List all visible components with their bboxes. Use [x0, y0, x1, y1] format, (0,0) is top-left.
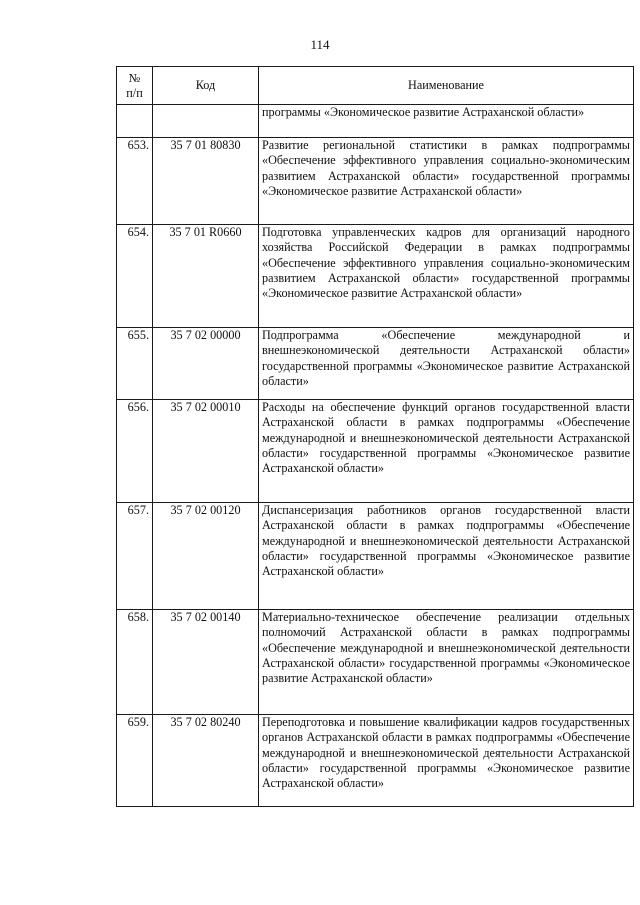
row-name: Подпрограмма «Обеспечение международной и внешнеэкономической деятельности Астраханской области» государственной программы «Экономическое развитие Астраханской области» — [259, 328, 634, 400]
row-name: Материально-техническое обеспечение реализации отдельных полномочий Астраханской области в рамках подпрограммы «Обеспечение международной и внешнеэкономической деятельности Астраханской области» государственной программы «Экономическое развитие Астраханской области» — [259, 610, 634, 715]
row-code: 35 7 01 R0660 — [153, 225, 259, 328]
row-number: 653. — [117, 138, 153, 225]
table-row — [117, 328, 634, 400]
table-row — [117, 503, 634, 610]
table-row — [117, 400, 634, 503]
row-number: 656. — [117, 400, 153, 503]
row-name: Переподготовка и повышение квалификации кадров государственных органов Астраханской области в рамках подпрограммы «Обеспечение международной и внешнеэкономической деятельности Астраханской области» государственной программы «Экономическое развитие Астраханской области» — [259, 715, 634, 807]
row-name: Подготовка управленческих кадров для организаций народного хозяйства Российской Федерации в рамках подпрограммы «Обеспечение эффективного управления социально-экономическим развитием Астраханской области» государственной программы «Экономическое развитие Астраханской области» — [259, 225, 634, 328]
table-row-continuation — [117, 105, 634, 138]
row-code: 35 7 02 00000 — [153, 328, 259, 400]
row-number: 655. — [117, 328, 153, 400]
row-code: 35 7 02 00120 — [153, 503, 259, 610]
budget-code-table — [116, 66, 634, 807]
table-row — [117, 225, 634, 328]
row-name: Диспансеризация работников органов государственной власти Астраханской области в рамках подпрограммы «Обеспечение международной и внешнеэкономической деятельности Астраханской области» государственной программы «Экономическое развитие Астраханской области» — [259, 503, 634, 610]
row-code: 35 7 01 80830 — [153, 138, 259, 225]
table-header-row — [117, 67, 634, 105]
table-row — [117, 138, 634, 225]
header-name — [259, 67, 634, 105]
header-code — [153, 67, 259, 105]
row-code: 35 7 02 80240 — [153, 715, 259, 807]
row-number: 654. — [117, 225, 153, 328]
row-code: 35 7 02 00010 — [153, 400, 259, 503]
row-number: 659. — [117, 715, 153, 807]
table-row — [117, 715, 634, 807]
header-number-label: № п/п — [126, 70, 143, 100]
row-name: программы «Экономическое развитие Астраханской области» — [259, 105, 634, 138]
header-name-label: Наименование — [408, 78, 484, 92]
page-number: 114 — [310, 37, 330, 52]
row-number — [117, 105, 153, 138]
header-code-label: Код — [195, 78, 216, 92]
table-row — [117, 610, 634, 715]
row-name: Развитие региональной статистики в рамках подпрограммы «Обеспечение эффективного управления социально-экономическим развитием Астраханской области» государственной программы «Экономическое развитие Астраханской области» — [259, 138, 634, 225]
row-number: 657. — [117, 503, 153, 610]
row-name: Расходы на обеспечение функций органов государственной власти Астраханской области в рамках подпрограммы «Обеспечение международной и внешнеэкономической деятельности Астраханской области» государственной программы «Экономическое развитие Астраханской области» — [259, 400, 634, 503]
row-number: 658. — [117, 610, 153, 715]
header-number — [117, 67, 153, 105]
row-code: 35 7 02 00140 — [153, 610, 259, 715]
row-code — [153, 105, 259, 138]
